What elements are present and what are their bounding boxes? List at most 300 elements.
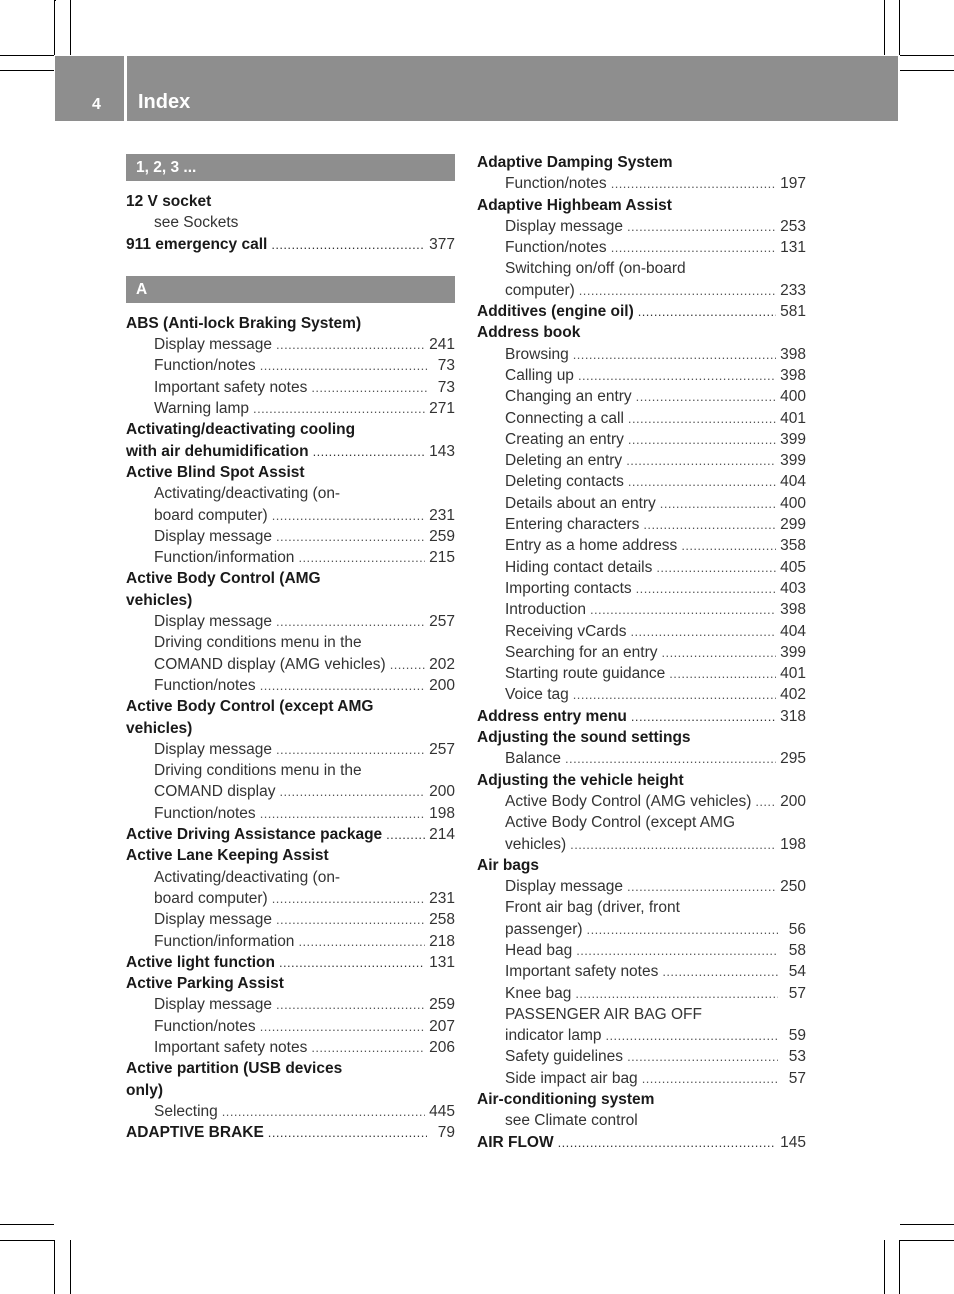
page-reference: 198: [780, 835, 806, 853]
entry-text: see Sockets: [154, 214, 239, 232]
index-subentry: [477, 535, 806, 556]
entry-text: Display message: [154, 911, 273, 929]
index-subentry: [126, 483, 455, 504]
entry-text: Importing contacts: [505, 579, 632, 597]
entry-text: Head bag: [505, 941, 573, 959]
page-reference: 318: [780, 707, 806, 725]
index-subentry: [477, 684, 806, 705]
page-reference: 58: [788, 941, 806, 959]
dot-leader: [276, 611, 425, 632]
index-subentry: [126, 888, 455, 909]
index-heading: [477, 152, 806, 173]
index-subentry: [477, 876, 806, 897]
entry-text: PASSENGER AIR BAG OFF: [505, 1005, 702, 1023]
dot-leader: [669, 663, 776, 684]
entry-text: Creating an entry: [505, 430, 624, 448]
dot-leader: [390, 654, 425, 675]
dot-leader: [279, 781, 425, 802]
entry-text: Display message: [154, 527, 273, 545]
index-subentry: [126, 611, 455, 632]
index-heading: [126, 1122, 455, 1143]
page-reference: 202: [429, 655, 455, 673]
entry-text: Deleting contacts: [505, 473, 624, 491]
entry-text: Deleting an entry: [505, 452, 623, 470]
index-heading: [477, 770, 806, 791]
page-reference: 258: [429, 911, 455, 929]
index-heading: [126, 718, 455, 739]
index-subentry: [477, 429, 806, 450]
dot-leader: [279, 952, 425, 973]
entry-text: Driving conditions menu in the: [154, 634, 362, 652]
index-subentry: [477, 493, 806, 514]
index-subentry: [126, 867, 455, 888]
crop-mark: [0, 70, 54, 71]
dot-leader: [656, 557, 776, 578]
page-reference: 57: [788, 1069, 806, 1087]
index-subentry: [126, 739, 455, 760]
index-subentry: [477, 1025, 806, 1046]
entry-text: with air dehumidification: [126, 442, 309, 460]
entry-text: Details about an entry: [505, 494, 656, 512]
page-reference: 405: [780, 558, 806, 576]
page-reference: 445: [429, 1102, 455, 1120]
crop-mark: [884, 0, 885, 55]
dot-leader: [590, 599, 776, 620]
index-column-right: [477, 152, 806, 1153]
dot-leader: [573, 344, 776, 365]
dot-leader: [271, 234, 425, 255]
index-heading: [126, 234, 455, 255]
entry-text: Additives (engine oil): [477, 303, 634, 321]
entry-text: Active partition (USB devices: [126, 1060, 343, 1078]
dot-leader: [565, 748, 776, 769]
dot-leader: [253, 398, 425, 419]
crop-mark: [54, 0, 55, 55]
page-reference: 218: [429, 932, 455, 950]
entry-text: Active Parking Assist: [126, 975, 284, 993]
entry-text: Display message: [154, 336, 273, 354]
index-subentry: [126, 760, 455, 781]
page-reference: 400: [780, 388, 806, 406]
dot-leader: [628, 471, 776, 492]
crop-mark: [900, 1224, 954, 1225]
dot-leader: [636, 578, 776, 599]
dot-leader: [575, 983, 778, 1004]
entry-text: Switching on/off (on-board: [505, 260, 686, 278]
index-subentry: [477, 216, 806, 237]
entry-text: Balance: [505, 750, 562, 768]
page-reference: 145: [780, 1133, 806, 1151]
index-subentry: [126, 398, 455, 419]
dot-leader: [276, 334, 425, 355]
entry-text: COMAND display: [154, 783, 276, 801]
index-heading: [477, 706, 806, 727]
dot-leader: [578, 365, 776, 386]
dot-leader: [260, 803, 425, 824]
index-subentry: [477, 1068, 806, 1089]
dot-leader: [576, 940, 778, 961]
page-reference: 257: [429, 613, 455, 631]
page-reference: 233: [780, 281, 806, 299]
index-heading: [126, 313, 455, 334]
page-reference: 131: [429, 953, 455, 971]
entry-text: Display message: [154, 996, 273, 1014]
index-subentry: [126, 803, 455, 824]
index-heading: [126, 973, 455, 994]
entry-text: Active light function: [126, 953, 275, 971]
dot-leader: [626, 450, 776, 471]
page-title: Index: [138, 91, 191, 113]
entry-text: Important safety notes: [505, 963, 659, 981]
index-subentry: [126, 1016, 455, 1037]
dot-leader: [276, 994, 425, 1015]
entry-text: Adaptive Damping System: [477, 154, 673, 171]
dot-leader: [627, 876, 776, 897]
dot-leader: [627, 216, 776, 237]
entry-text: board computer): [154, 506, 268, 524]
dot-leader: [587, 919, 778, 940]
entry-text: vehicles): [126, 591, 193, 609]
entry-text: Active Body Control (AMG: [126, 570, 321, 588]
entry-text: Display message: [154, 740, 273, 758]
index-subentry: [126, 377, 455, 398]
entry-text: Searching for an entry: [505, 643, 658, 661]
entry-text: Function/notes: [154, 1017, 256, 1035]
index-subentry: [477, 258, 806, 279]
index-subentry: [126, 654, 455, 675]
dot-leader: [606, 1025, 779, 1046]
entry-text: board computer): [154, 889, 268, 907]
index-heading: [126, 462, 455, 483]
index-subentry: [126, 1037, 455, 1058]
dot-leader: [681, 535, 776, 556]
entry-text: Active Body Control (except AMG: [505, 814, 736, 832]
index-column-left: [126, 154, 455, 1143]
page-reference: 143: [429, 442, 455, 460]
entry-text: vehicles): [126, 719, 193, 737]
page-reference: 131: [780, 239, 806, 257]
index-subentry: [477, 344, 806, 365]
crop-mark: [899, 1240, 900, 1294]
dot-leader: [272, 888, 425, 909]
crop-mark: [900, 55, 954, 56]
crop-mark: [0, 1224, 54, 1225]
index-subentry: [126, 1101, 455, 1122]
page-reference: 53: [788, 1048, 806, 1066]
page-number: 4: [92, 96, 101, 113]
index-subentry: [126, 931, 455, 952]
page-reference: 56: [788, 920, 806, 938]
index-heading: [477, 1132, 806, 1153]
page-reference: 398: [780, 601, 806, 619]
entry-text: Starting route guidance: [505, 665, 666, 683]
entry-text: Adaptive Highbeam Assist: [477, 196, 672, 214]
dot-leader: [298, 931, 425, 952]
dot-leader: [638, 301, 776, 322]
dot-leader: [630, 621, 776, 642]
entry-text: Active Lane Keeping Assist: [126, 847, 329, 865]
index-subentry: [477, 621, 806, 642]
index-subentry: [477, 450, 806, 471]
entry-text: Function/notes: [154, 357, 256, 375]
dot-leader: [631, 706, 776, 727]
index-subentry: [477, 834, 806, 855]
dot-leader: [642, 1068, 778, 1089]
dot-leader: [222, 1101, 425, 1122]
index-heading: [126, 952, 455, 973]
dot-leader: [611, 173, 776, 194]
entry-text: Active Body Control (except AMG: [126, 698, 374, 716]
index-subentry: [477, 983, 806, 1004]
header-divider: [124, 56, 127, 121]
entry-text: Changing an entry: [505, 388, 632, 406]
page-reference: 271: [429, 400, 455, 418]
entry-text: Activating/deactivating (on-: [154, 868, 341, 886]
crop-mark: [900, 70, 954, 71]
index-heading: [477, 301, 806, 322]
index-subentry: [477, 237, 806, 258]
page-reference: 206: [429, 1038, 455, 1056]
page-reference: 57: [788, 984, 806, 1002]
index-heading: [126, 1080, 455, 1101]
section-header: 1, 2, 3 ...: [126, 154, 455, 181]
dot-leader: [276, 526, 425, 547]
page-reference: 73: [437, 378, 455, 396]
entry-text: Receiving vCards: [505, 622, 627, 640]
dot-leader: [755, 791, 776, 812]
page-reference: 299: [780, 516, 806, 534]
page-reference: 59: [788, 1027, 806, 1045]
entry-text: ADAPTIVE BRAKE: [126, 1124, 264, 1142]
entry-text: indicator lamp: [505, 1027, 602, 1045]
dot-leader: [276, 739, 425, 760]
page-reference: 198: [429, 804, 455, 822]
index-heading: [126, 824, 455, 845]
entry-text: Browsing: [505, 345, 569, 363]
entry-text: Front air bag (driver, front: [505, 899, 680, 917]
index-subentry: [477, 471, 806, 492]
index-subentry: [477, 812, 806, 833]
index-subentry: [477, 1046, 806, 1067]
entry-text: passenger): [505, 920, 583, 938]
entry-text: Adjusting the sound settings: [477, 729, 691, 747]
index-cross-reference: [126, 212, 455, 233]
dot-leader: [260, 675, 425, 696]
entry-text: Important safety notes: [154, 378, 308, 396]
entry-text: only): [126, 1081, 164, 1099]
index-subentry: [126, 334, 455, 355]
index-subentry: [477, 897, 806, 918]
index-subentry: [126, 355, 455, 376]
entry-text: 12 V socket: [126, 193, 212, 210]
index-subentry: [477, 386, 806, 407]
crop-mark: [0, 1240, 54, 1241]
entry-text: Function/notes: [154, 676, 256, 694]
page-reference: 257: [429, 740, 455, 758]
crop-mark: [900, 1240, 954, 1241]
page-reference: 399: [780, 430, 806, 448]
entry-text: Air-conditioning system: [477, 1091, 655, 1109]
index-subentry: [126, 505, 455, 526]
crop-mark: [70, 0, 71, 55]
entry-text: Function/notes: [154, 804, 256, 822]
index-subentry: [126, 675, 455, 696]
page-reference: 401: [780, 665, 806, 683]
entry-text: Calling up: [505, 366, 574, 384]
dot-leader: [636, 386, 776, 407]
page-reference: 207: [429, 1017, 455, 1035]
entry-text: Adjusting the vehicle height: [477, 771, 684, 789]
crop-mark: [54, 1240, 55, 1294]
index-subentry: [477, 599, 806, 620]
page-reference: 398: [780, 345, 806, 363]
page-reference: 214: [429, 826, 455, 844]
crop-mark: [884, 1240, 885, 1294]
dot-leader: [662, 961, 778, 982]
page-reference: 398: [780, 366, 806, 384]
index-subentry: [126, 526, 455, 547]
page-reference: 200: [429, 676, 455, 694]
entry-text: Entry as a home address: [505, 537, 678, 555]
dot-leader: [386, 824, 425, 845]
entry-text: Air bags: [477, 856, 540, 874]
entry-text: Function/information: [154, 932, 295, 950]
index-subentry: [126, 994, 455, 1015]
entry-text: Important safety notes: [154, 1038, 308, 1056]
entry-text: Entering characters: [505, 516, 640, 534]
entry-text: AIR FLOW: [477, 1133, 554, 1151]
index-subentry: [477, 365, 806, 386]
index-subentry: [477, 791, 806, 812]
page-reference: 399: [780, 643, 806, 661]
index-heading: [126, 441, 455, 462]
index-subentry: [126, 909, 455, 930]
entry-text: Voice tag: [505, 686, 569, 704]
index-subentry: [477, 961, 806, 982]
entry-text: Connecting a call: [505, 409, 624, 427]
dot-leader: [611, 237, 776, 258]
entry-text: Warning lamp: [154, 400, 250, 418]
index-subentry: [477, 557, 806, 578]
dot-leader: [311, 377, 427, 398]
index-heading: [477, 727, 806, 748]
page-reference: 200: [780, 792, 806, 810]
entry-text: Hiding contact details: [505, 558, 653, 576]
index-subentry: [477, 919, 806, 940]
dot-leader: [298, 547, 425, 568]
entry-text: Activating/deactivating cooling: [126, 421, 356, 439]
page-reference: 231: [429, 506, 455, 524]
page-reference: 54: [788, 963, 806, 981]
index-subentry: [477, 1004, 806, 1025]
index-subentry: [477, 408, 806, 429]
entry-text: Display message: [505, 217, 624, 235]
entry-text: 911 emergency call: [126, 235, 268, 253]
entry-text: Active Driving Assistance package: [126, 826, 383, 844]
dot-leader: [662, 642, 777, 663]
page-reference: 79: [437, 1124, 455, 1142]
dot-leader: [276, 909, 425, 930]
index-heading: [477, 1089, 806, 1110]
dot-leader: [643, 514, 776, 535]
dot-leader: [570, 834, 776, 855]
entry-text: Address entry menu: [477, 707, 627, 725]
page-reference: 241: [429, 336, 455, 354]
page-reference: 253: [780, 217, 806, 235]
index-subentry: [126, 781, 455, 802]
entry-text: see Climate control: [505, 1112, 638, 1130]
page-reference: 231: [429, 889, 455, 907]
index-cross-reference: [477, 1110, 806, 1131]
dot-leader: [268, 1122, 427, 1143]
entry-text: computer): [505, 281, 575, 299]
index-heading: [477, 322, 806, 343]
entry-text: COMAND display (AMG vehicles): [154, 655, 386, 673]
index-heading: [126, 845, 455, 866]
index-subentry: [477, 173, 806, 194]
entry-text: Safety guidelines: [505, 1048, 624, 1066]
page-reference: 358: [780, 537, 806, 555]
page-reference: 402: [780, 686, 806, 704]
dot-leader: [628, 408, 776, 429]
dot-leader: [579, 280, 776, 301]
entry-text: Address book: [477, 324, 581, 342]
entry-text: Knee bag: [505, 984, 572, 1002]
index-subentry: [477, 514, 806, 535]
entry-text: Introduction: [505, 601, 586, 619]
page-reference: 215: [429, 549, 455, 567]
page-reference: 250: [780, 878, 806, 896]
index-heading: [126, 1058, 455, 1079]
page-reference: 197: [780, 175, 806, 193]
page-reference: 400: [780, 494, 806, 512]
entry-text: Display message: [505, 878, 624, 896]
crop-mark: [0, 55, 54, 56]
index-subentry: [477, 642, 806, 663]
page-reference: 403: [780, 579, 806, 597]
index-heading: [126, 419, 455, 440]
index-subentry: [477, 748, 806, 769]
dot-leader: [260, 1016, 425, 1037]
entry-text: Function/information: [154, 549, 295, 567]
entry-text: Side impact air bag: [505, 1069, 638, 1087]
index-heading: [126, 568, 455, 589]
page-reference: 200: [429, 783, 455, 801]
entry-text: Active Blind Spot Assist: [126, 463, 305, 481]
entry-text: Active Body Control (AMG vehicles): [505, 792, 752, 810]
index-heading: [126, 191, 455, 212]
dot-leader: [311, 1037, 425, 1058]
entry-text: ABS (Anti-lock Braking System): [126, 314, 362, 332]
crop-mark: [70, 1240, 71, 1294]
entry-text: vehicles): [505, 835, 567, 853]
entry-text: Display message: [154, 613, 273, 631]
page-reference: 259: [429, 996, 455, 1014]
index-heading: [126, 696, 455, 717]
dot-leader: [573, 684, 776, 705]
page-reference: 73: [437, 357, 455, 375]
crop-mark: [899, 0, 900, 55]
dot-leader: [660, 493, 776, 514]
index-subentry: [477, 940, 806, 961]
index-subentry: [477, 578, 806, 599]
page-reference: 295: [780, 750, 806, 768]
page-reference: 259: [429, 527, 455, 545]
dot-leader: [627, 1046, 778, 1067]
page-reference: 401: [780, 409, 806, 427]
crop-mark: [55, 0, 56, 1]
index-heading: [477, 195, 806, 216]
